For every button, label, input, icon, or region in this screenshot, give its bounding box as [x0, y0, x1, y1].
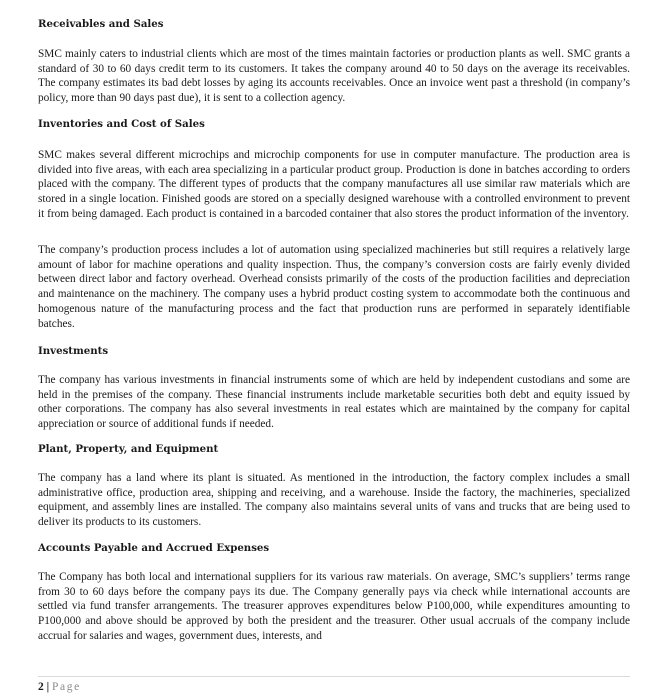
- page-label: Page: [52, 681, 81, 693]
- paragraph: SMC mainly caters to industrial clients which are most of the times maintain factories or production plants as well. SMC grants a standard of 30 to 60 days credit term to its customers. It takes the company around 40 to 50 days on the average its receivables. The company estimates its bad debt losses by aging its accounts receivables. Once an invoice went past a threshold (in company’s policy, more than 90 days past due), it is sent to a collection agency.: [38, 48, 630, 105]
- section-heading-investments: [38, 344, 630, 358]
- section-heading-receivables: [38, 17, 630, 31]
- paragraph: The company’s production process includes a lot of automation using specialized machineries but still requires a relatively large amount of labor for machine operations and quality inspection. Thus, the company’s conversion costs are fairly evenly divided between direct labor and factory overhead. Overhead consists primarily of the costs of the production facilities and depreciation and maintenance on the machinery. The company uses a hybrid product costing system to accommodate both the continuous and homogenous nature of the manufacturing process and the fact that production runs are performed in separately identifiable batches.: [38, 244, 630, 330]
- heading-receivables-and-sales: Receivables and Sales: [38, 18, 164, 30]
- paragraph: The company has various investments in financial instruments some of which are held by independent custodians and some are held in the premises of the company. These financial instruments include marketable securities both debt and equity issued by other corporations. The company has also several investments in real estates which are maintained by the company for capital appreciation or source of additional funds if needed.: [38, 374, 630, 431]
- section-heading-inventories: [38, 117, 630, 131]
- section-body-accounts-payable: [38, 570, 630, 644]
- page-number: 2: [38, 681, 44, 693]
- section-heading-accounts-payable: [38, 541, 630, 555]
- footer-divider: [38, 676, 630, 677]
- section-body-receivables: [38, 47, 630, 106]
- page-separator: |: [43, 681, 53, 693]
- paragraph: SMC makes several different microchips and microchip components for use in computer manufacture. The production area is divided into five areas, with each area specializing in a particular product group. Production is done in batches according to orders placed with the company. The different types of products that the company manufactures all use similar raw materials which are stored in a single location. Finished goods are stored on a specially designed warehouse with a controlled environment to prevent it from being damaged. Each product is contained in a barcoded container that also stores the product information of the inventory.: [38, 149, 630, 220]
- heading-investments: Investments: [38, 345, 109, 357]
- section-body-inventories-2: [38, 243, 630, 331]
- heading-plant-property-equipment: Plant, Property, and Equipment: [38, 443, 219, 455]
- section-body-investments: [38, 373, 630, 432]
- heading-inventories-and-cost-of-sales: Inventories and Cost of Sales: [38, 118, 205, 130]
- paragraph: The company has a land where its plant is situated. As mentioned in the introduction, the factory complex includes a small administrative office, production area, shipping and receiving, and a warehouse. Inside the factory, the machineries, specialized equipment, and assembly lines are installed. The company also maintains several units of vans and trucks that are being used to deliver its products to its customers.: [38, 472, 630, 529]
- paragraph: The Company has both local and international suppliers for its various raw materials. On average, SMC’s suppliers’ terms range from 30 to 60 days before the company pays its due. The Company generally pays via check while international accounts are settled via fund transfer arrangements. The treasurer approves expenditures below P100,000, while expenditures amounting to P100,000 and above should be approved by both the president and the treasurer. Other usual accruals of the company include accrual for salaries and wages, government dues, interests, and: [38, 571, 630, 642]
- section-heading-ppe: [38, 442, 630, 456]
- section-body-inventories-1: [38, 148, 630, 222]
- page-footer: [38, 680, 81, 694]
- heading-accounts-payable: Accounts Payable and Accrued Expenses: [38, 542, 270, 554]
- section-body-ppe: [38, 471, 630, 530]
